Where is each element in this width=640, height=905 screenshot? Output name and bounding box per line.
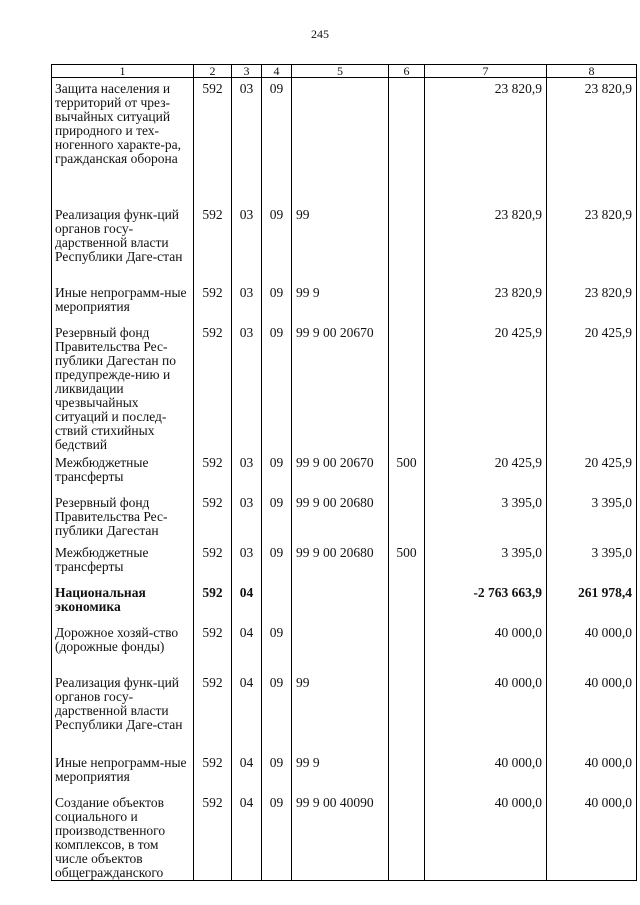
ministry-code: 592 [194,582,232,622]
section-code: 03 [232,542,262,582]
ministry-code: 592 [194,792,232,881]
table-header [52,65,637,78]
target-article-code [292,78,389,204]
subsection-code: 09 [262,282,292,322]
expense-type-code: 500 [389,542,425,582]
amount-col7: 23 820,9 [425,78,547,204]
item-name: Иные непрограмм-ные мероприятия [52,282,194,322]
section-code: 03 [232,282,262,322]
column-header: 2 [194,65,232,78]
amount-col7: 20 425,9 [425,322,547,452]
amount-col8: 20 425,9 [547,452,637,492]
target-article-code: 99 [292,672,389,752]
section-code: 03 [232,492,262,542]
table-row [52,282,637,322]
amount-col8: 3 395,0 [547,492,637,542]
amount-col8: 261 978,4 [547,582,637,622]
column-header: 8 [547,65,637,78]
ministry-code: 592 [194,752,232,792]
amount-col7: -2 763 663,9 [425,582,547,622]
expense-type-code [389,622,425,672]
expense-type-code [389,492,425,542]
amount-col8: 40 000,0 [547,622,637,672]
section-code: 03 [232,322,262,452]
item-name: Резервный фонд Правительства Рес-публики Дагестан [52,492,194,542]
amount-col8: 20 425,9 [547,322,637,452]
table-row [52,542,637,582]
item-name: Резервный фонд Правительства Рес-публики Дагестан по предупрежде-нию и ликвидации чрезвычайных ситуаций и послед-ствий стихийных бедствий [52,322,194,452]
table-row [52,78,637,204]
amount-col8: 40 000,0 [547,672,637,752]
subsection-code: 09 [262,78,292,204]
subsection-code: 09 [262,452,292,492]
target-article-code: 99 [292,204,389,282]
item-name: Межбюджетные трансферты [52,452,194,492]
table-row [52,792,637,881]
column-header: 1 [52,65,194,78]
amount-col8: 23 820,9 [547,204,637,282]
ministry-code: 592 [194,672,232,752]
target-article-code: 99 9 [292,752,389,792]
expense-type-code [389,282,425,322]
ministry-code: 592 [194,452,232,492]
item-name: Защита населения и территорий от чрез-вычайных ситуаций природного и тех-ногенного характе-ра, гражданская оборона [52,78,194,204]
subsection-code: 09 [262,542,292,582]
amount-col7: 3 395,0 [425,492,547,542]
amount-col8: 23 820,9 [547,78,637,204]
section-code: 03 [232,204,262,282]
item-name: Дорожное хозяй-ство (дорожные фонды) [52,622,194,672]
table-row [52,622,637,672]
amount-col8: 40 000,0 [547,752,637,792]
ministry-code: 592 [194,622,232,672]
subsection-code: 09 [262,792,292,881]
table-row [52,452,637,492]
amount-col7: 40 000,0 [425,672,547,752]
item-name: Создание объектов социального и производственного комплексов, в том числе объектов общегражданского [52,792,194,881]
section-code: 03 [232,78,262,204]
expense-type-code [389,204,425,282]
column-header: 6 [389,65,425,78]
column-header: 3 [232,65,262,78]
amount-col7: 23 820,9 [425,282,547,322]
table-row [52,582,637,622]
subsection-code [262,582,292,622]
expense-type-code [389,582,425,622]
target-article-code: 99 9 00 20680 [292,492,389,542]
subsection-code: 09 [262,492,292,542]
ministry-code: 592 [194,282,232,322]
subsection-code: 09 [262,752,292,792]
column-header: 5 [292,65,389,78]
section-code: 04 [232,792,262,881]
amount-col8: 3 395,0 [547,542,637,582]
section-code: 04 [232,672,262,752]
expense-type-code [389,752,425,792]
ministry-code: 592 [194,542,232,582]
amount-col7: 3 395,0 [425,542,547,582]
expense-type-code: 500 [389,452,425,492]
amount-col8: 40 000,0 [547,792,637,881]
ministry-code: 592 [194,322,232,452]
header-row [52,65,637,78]
section-code: 03 [232,452,262,492]
table-row [52,492,637,542]
item-name: Межбюджетные трансферты [52,542,194,582]
section-code: 04 [232,622,262,672]
section-code: 04 [232,752,262,792]
item-name: Реализация функ-ций органов госу-дарственной власти Республики Даге-стан [52,672,194,752]
subsection-code: 09 [262,672,292,752]
expense-type-code [389,672,425,752]
table-row [52,672,637,752]
table-row [52,322,637,452]
item-name: Национальная экономика [52,582,194,622]
section-code: 04 [232,582,262,622]
target-article-code [292,622,389,672]
ministry-code: 592 [194,492,232,542]
target-article-code: 99 9 00 40090 [292,792,389,881]
amount-col8: 23 820,9 [547,282,637,322]
target-article-code: 99 9 00 20670 [292,322,389,452]
expense-type-code [389,792,425,881]
expense-type-code [389,78,425,204]
budget-table [51,64,637,881]
target-article-code [292,582,389,622]
subsection-code: 09 [262,204,292,282]
amount-col7: 40 000,0 [425,792,547,881]
subsection-code: 09 [262,622,292,672]
item-name: Реализация функ-ций органов госу-дарственной власти Республики Даге-стан [52,204,194,282]
amount-col7: 20 425,9 [425,452,547,492]
target-article-code: 99 9 00 20680 [292,542,389,582]
amount-col7: 23 820,9 [425,204,547,282]
expense-type-code [389,322,425,452]
target-article-code: 99 9 [292,282,389,322]
column-header: 7 [425,65,547,78]
target-article-code: 99 9 00 20670 [292,452,389,492]
column-header: 4 [262,65,292,78]
table-row [52,204,637,282]
table-row [52,752,637,792]
item-name: Иные непрограмм-ные мероприятия [52,752,194,792]
page-number: 245 [311,27,329,41]
amount-col7: 40 000,0 [425,622,547,672]
ministry-code: 592 [194,78,232,204]
ministry-code: 592 [194,204,232,282]
subsection-code: 09 [262,322,292,452]
amount-col7: 40 000,0 [425,752,547,792]
